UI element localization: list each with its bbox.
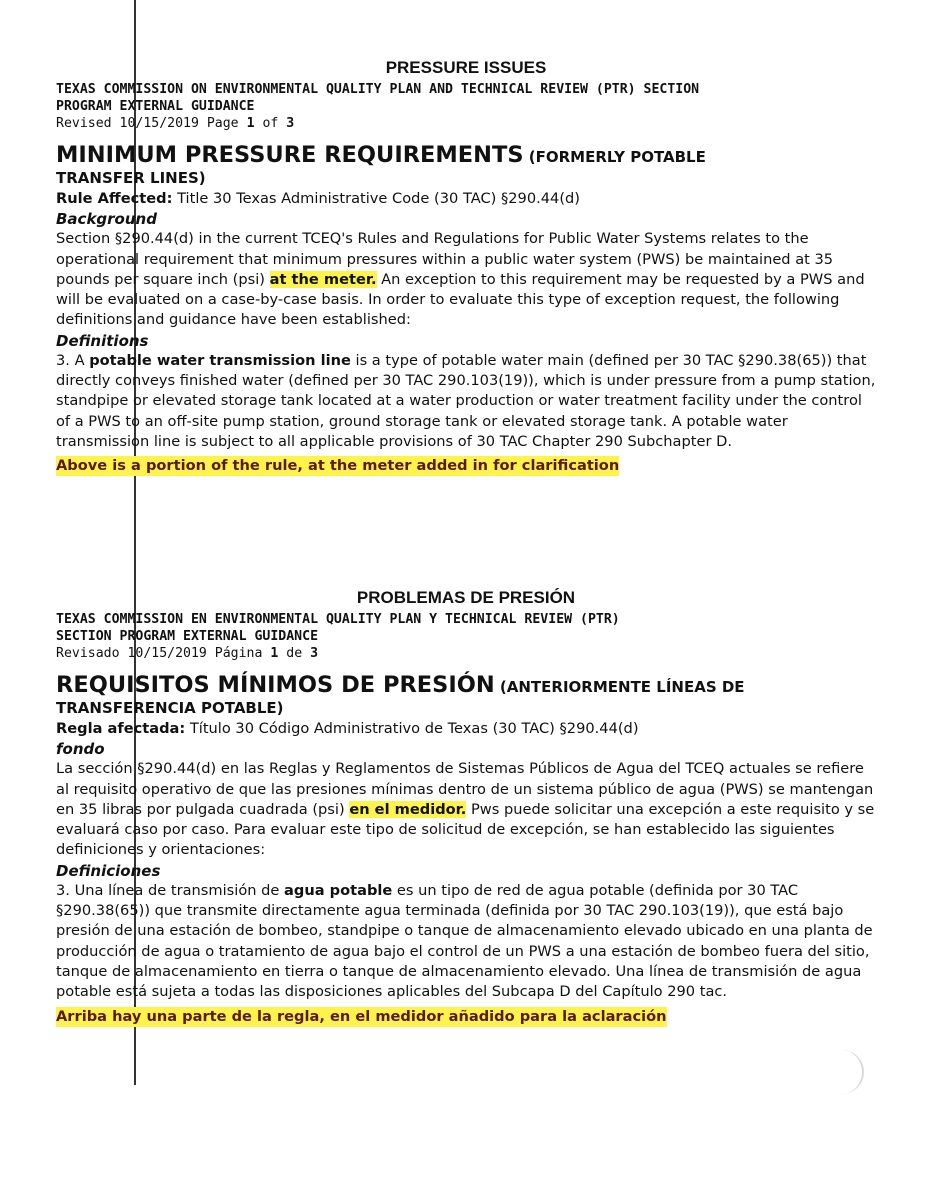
background-text-2: An exception to this requirement may be requested by a PWS and will be evaluated on a case-by-case basis. In order to evaluate this type of exception request, the following definitions and guidance have been established:: [56, 270, 865, 329]
heading-continued: TRANSFERENCIA POTABLE): [56, 699, 284, 717]
definition-paragraph: [56, 881, 876, 1003]
revised-prefix: Revised 10/15/2019 Page: [56, 116, 247, 131]
revised-prefix: Revisado 10/15/2019 Página: [56, 646, 271, 661]
english-section: [56, 58, 876, 476]
rule-affected: [56, 719, 876, 739]
main-heading: [56, 144, 876, 168]
heading-small: (ANTERIORMENTE LÍNEAS DE: [494, 678, 745, 696]
heading-continued: TRANSFER LINES): [56, 169, 206, 187]
definitions-heading: Definitions: [56, 331, 149, 350]
definition-paragraph: [56, 351, 876, 452]
org-line-1: TEXAS COMMISSION EN ENVIRONMENTAL QUALITY PLAN Y TECHNICAL REVIEW (PTR): [56, 612, 620, 627]
definition-text: es un tipo de red de agua potable (definida por 30 TAC §290.38(65)) que transmite directamente agua terminada (definida por 30 TAC 290.103(19)), que está bajo presión de una estación de bombeo, standpipe o tanque de almacenamiento elevado ubicado en una planta de producción de agua o tratamiento de agua bajo el control de un PWS a una estación de bombeo fuera del sitio, tanque de almacenamiento en tierra o tanque de almacenamiento elevado. Una línea de transmisión de agua potable está sujeta a todas las disposiciones aplicables del Subcapa D del Capítulo 290 tac.: [56, 881, 873, 1001]
background-highlight: at the meter.: [269, 270, 377, 288]
scan-artifact-arc: [838, 1050, 864, 1094]
clarification-note: Arriba hay una parte de la regla, en el medidor añadido para la aclaración: [56, 1007, 667, 1025]
page-number: 1: [270, 646, 279, 661]
rule-text: Título 30 Código Administrativo de Texas (30 TAC) §290.44(d): [185, 720, 639, 737]
rule-text: Title 30 Texas Administrative Code (30 TAC) §290.44(d): [172, 190, 580, 207]
section-title: PROBLEMAS DE PRESIÓN: [356, 588, 576, 607]
clarification-note: Above is a portion of the rule, at the meter added in for clarification: [56, 457, 620, 475]
definition-term: agua potable: [284, 881, 393, 899]
page-of: of: [254, 116, 287, 131]
section-title: PRESSURE ISSUES: [385, 58, 547, 77]
page-number: 1: [246, 116, 255, 131]
definitions-heading: Definiciones: [56, 861, 161, 880]
definition-prefix: 3. A: [56, 351, 90, 369]
background-text-2: Pws puede solicitar una excepción a este requisito y se evaluará caso por caso. Para evaluar este tipo de solicitud de excepción, se han establecido las siguientes definiciones y orientaciones:: [56, 800, 875, 859]
heading-big: MINIMUM PRESSURE REQUIREMENTS: [56, 142, 524, 168]
revised-line: [56, 645, 876, 662]
page-total: 3: [286, 116, 295, 131]
background-text-1: Section §290.44(d) in the current TCEQ's Rules and Regulations for Public Water Systems relates to the operational requirement that minimum pressures within a public water system (PWS) be maintained at 35 pounds per square inch (psi): [56, 230, 834, 288]
heading-small: (FORMERLY POTABLE: [523, 148, 706, 166]
definition-term: potable water transmission line: [89, 351, 351, 369]
rule-label: Regla afectada:: [56, 720, 186, 737]
background-paragraph: [56, 759, 876, 860]
rule-label: Rule Affected:: [56, 190, 173, 207]
background-heading: Background: [56, 210, 157, 229]
background-heading: fondo: [56, 740, 105, 759]
spanish-section: [56, 588, 876, 1027]
background-text-1: La sección §290.44(d) en las Reglas y Reglamentos de Sistemas Públicos de Agua del TCEQ actuales se refiere al requisito operativo de que las presiones mínimas dentro de un sistema público de agua (PWS) se mantengan en 35 libras por pulgada cuadrada (psi): [56, 760, 874, 818]
background-highlight: en el medidor.: [349, 800, 467, 818]
rule-affected: [56, 189, 876, 209]
revised-line: [56, 115, 876, 132]
main-heading: [56, 674, 876, 698]
definition-prefix: 3. Una línea de transmisión de: [56, 881, 285, 899]
org-line-2: PROGRAM EXTERNAL GUIDANCE: [56, 99, 255, 114]
page-total: 3: [310, 646, 319, 661]
background-paragraph: [56, 229, 876, 330]
definition-text: is a type of potable water main (defined per 30 TAC §290.38(65)) that directly conveys finished water (defined per 30 TAC 290.103(19)), which is under pressure from a pump station, standpipe or elevated storage tank located at a water production or water treatment facility under the control of a PWS to an off-site pump station, ground storage tank or elevated storage tank. A potable water transmission line is subject to all applicable provisions of 30 TAC Chapter 290 Subchapter D.: [56, 351, 876, 450]
org-line-2: SECTION PROGRAM EXTERNAL GUIDANCE: [56, 629, 319, 644]
page-of: de: [278, 646, 311, 661]
org-line-1: TEXAS COMMISSION ON ENVIRONMENTAL QUALITY PLAN AND TECHNICAL REVIEW (PTR) SECTION: [56, 82, 700, 97]
heading-big: REQUISITOS MÍNIMOS DE PRESIÓN: [56, 672, 495, 698]
